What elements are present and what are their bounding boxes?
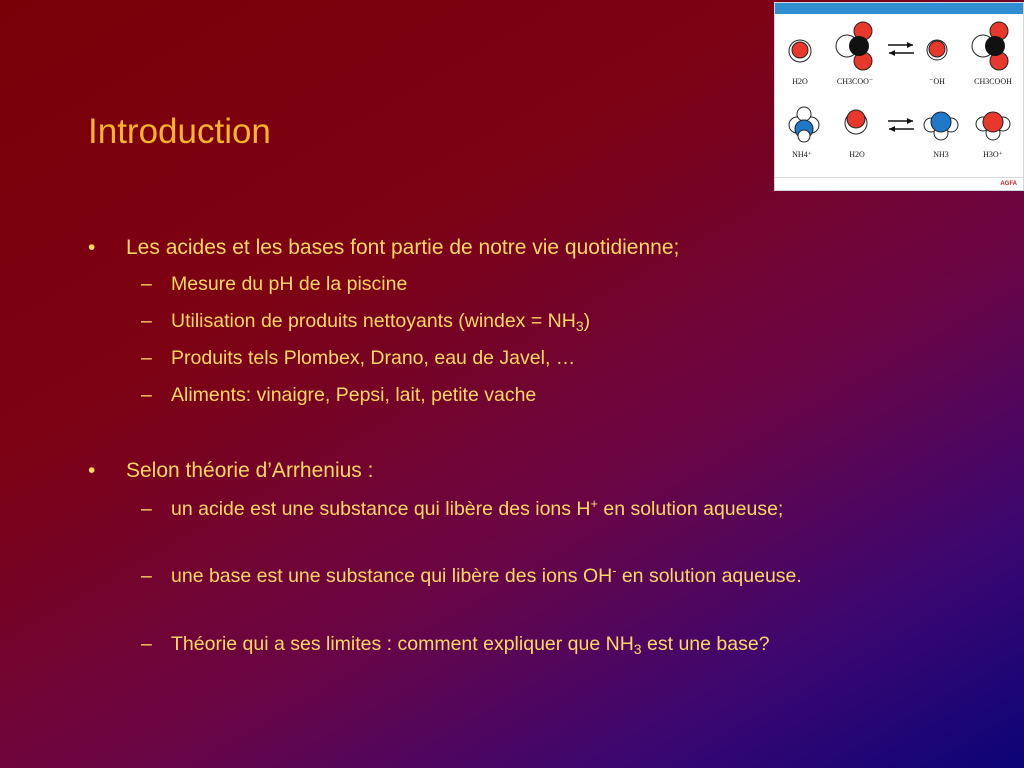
figure-label: H3O⁺	[983, 150, 1003, 159]
slide-title: Introduction	[88, 112, 271, 151]
figure-label: NH3	[933, 150, 949, 159]
bullet-marker: •	[88, 236, 96, 259]
bullet-1	[88, 235, 906, 261]
sub-bullet-text: Théorie qui a ses limites : comment expliquer que NH	[171, 633, 634, 655]
sub-bullet-marker: –	[141, 273, 152, 295]
figure-label: NH4⁺	[792, 150, 812, 159]
water-molecule-icon	[841, 103, 871, 139]
figure-label: CH3COOH	[974, 77, 1012, 86]
sub-bullet-1-2	[141, 306, 891, 336]
oxygen-atom-icon	[792, 42, 808, 58]
superscript: +	[590, 497, 598, 512]
bullet-2-text: Selon théorie d’Arrhenius :	[126, 459, 374, 482]
hydroxide-ion-icon	[923, 35, 951, 65]
sub-bullet-text: Mesure du pH de la piscine	[171, 273, 408, 295]
sub-bullet-1-1	[141, 269, 891, 299]
brand-logo: AGFA	[1000, 181, 1017, 187]
sub-bullet-marker: –	[141, 498, 152, 520]
superscript: -	[612, 564, 617, 579]
equilibrium-arrows-icon	[885, 39, 917, 59]
sub-bullet-2-3	[141, 629, 891, 659]
hydronium-ion-icon	[975, 105, 1011, 141]
figure-header-bar	[775, 3, 1023, 14]
acid-base-molecules-figure	[774, 2, 1024, 191]
figure-label: H2O	[792, 77, 808, 86]
bullet-2	[88, 458, 906, 484]
bullet-marker: •	[88, 459, 96, 482]
sub-bullet-text-end: en solution aqueuse.	[616, 565, 802, 587]
figure-label: CH3COO⁻	[836, 77, 874, 86]
ammonium-ion-icon	[787, 105, 821, 143]
sub-bullet-text-end: est une base?	[641, 633, 770, 655]
sub-bullet-marker: –	[141, 384, 152, 406]
sub-bullet-text-end: en solution aqueuse;	[597, 498, 784, 520]
subscript: 3	[633, 641, 642, 658]
sub-bullet-text: une base est une substance qui libère des ions OH	[171, 565, 613, 587]
sub-bullet-marker: –	[141, 565, 152, 587]
sub-bullet-text: Utilisation de produits nettoyants (windex = NH	[171, 310, 576, 332]
sub-bullet-1-4	[141, 380, 891, 410]
figure-label: ⁻OH	[929, 77, 945, 86]
sub-bullet-2-2	[141, 561, 891, 591]
sub-bullet-1-3	[141, 343, 891, 373]
sub-bullet-2-1	[141, 494, 891, 524]
sub-bullet-marker: –	[141, 633, 152, 655]
subscript: 3	[575, 318, 584, 335]
figure-label: H2O	[849, 150, 865, 159]
figure-divider	[775, 177, 1023, 178]
acetate-ion-icon	[833, 21, 881, 71]
ammonia-molecule-icon	[923, 107, 959, 141]
sub-bullet-text-end: )	[583, 310, 591, 332]
sub-bullet-text: Produits tels Plombex, Drano, eau de Javel, …	[171, 347, 576, 369]
sub-bullet-marker: –	[141, 310, 152, 332]
water-molecule-icon	[785, 33, 815, 67]
sub-bullet-text: un acide est une substance qui libère des ions H	[171, 498, 591, 520]
sub-bullet-text: Aliments: vinaigre, Pepsi, lait, petite vache	[171, 384, 537, 406]
equilibrium-arrows-icon	[885, 115, 917, 135]
acetic-acid-icon	[969, 21, 1017, 71]
bullet-1-text: Les acides et les bases font partie de notre vie quotidienne;	[126, 236, 680, 259]
sub-bullet-marker: –	[141, 347, 152, 369]
